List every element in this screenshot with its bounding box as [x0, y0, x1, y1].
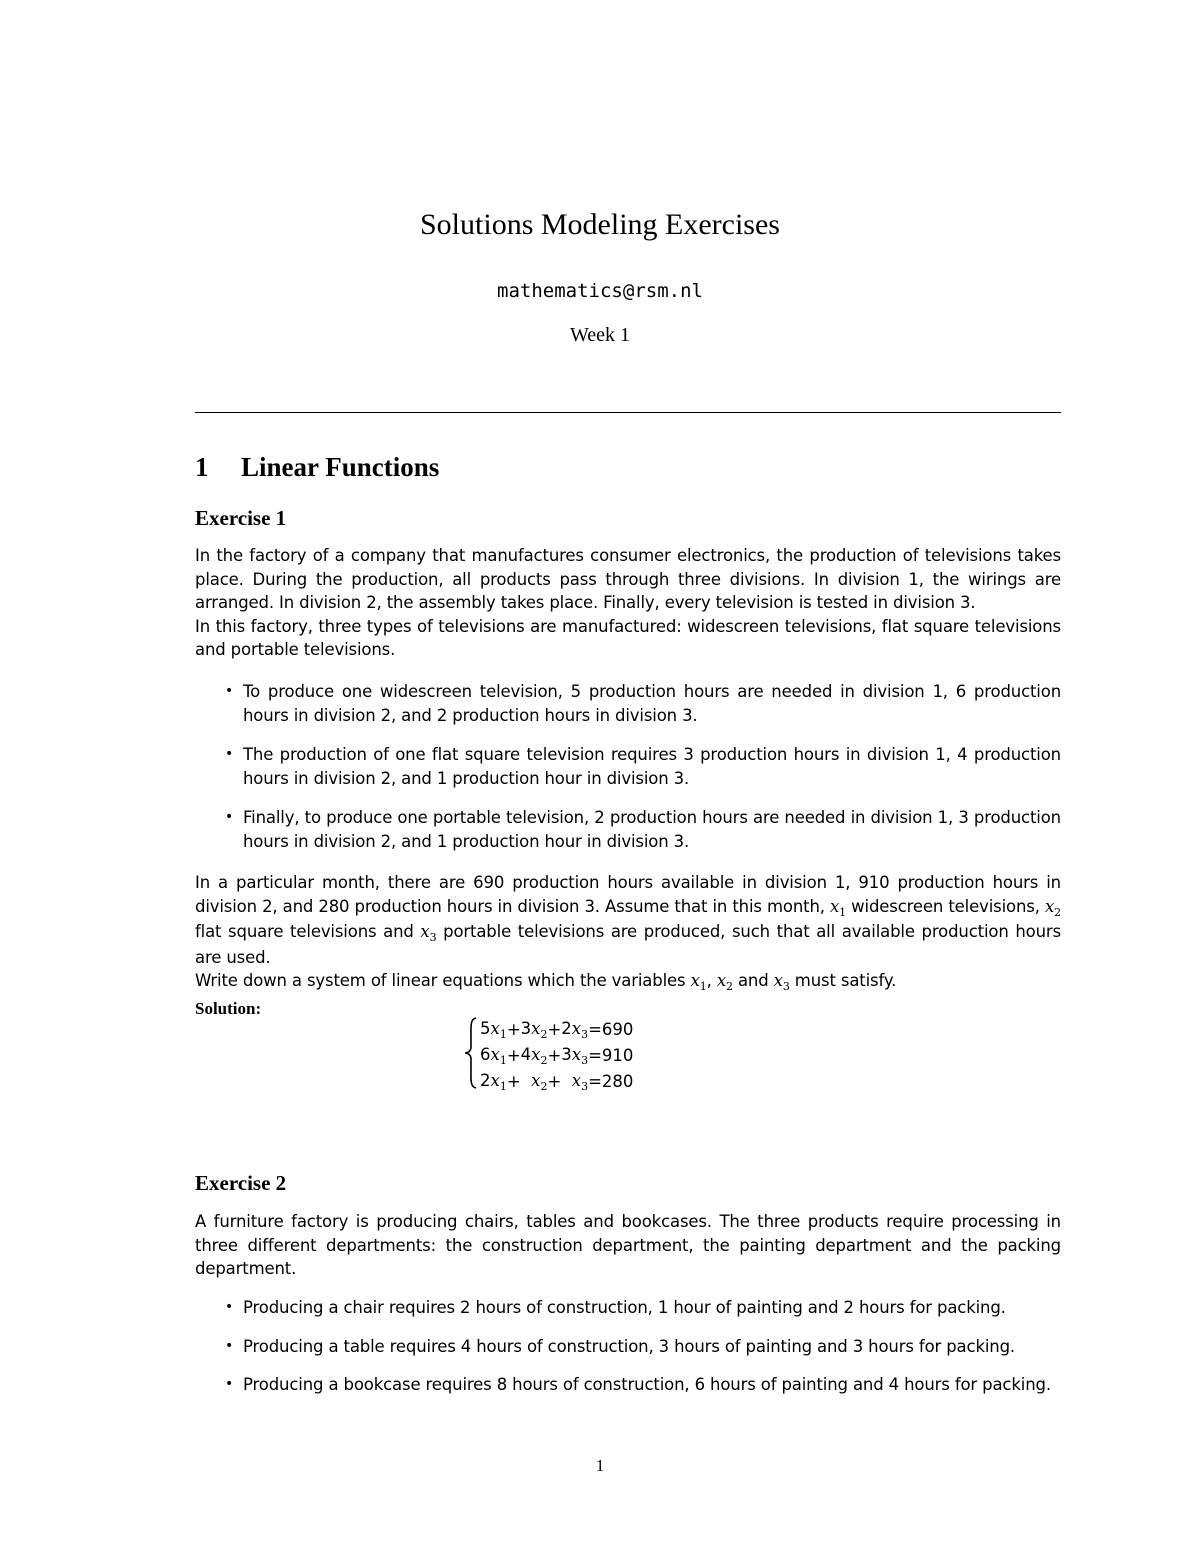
document-title: Solutions Modeling Exercises — [420, 208, 780, 241]
variable-x3: $x_3$ — [420, 922, 437, 944]
exercise-1-bullet-list — [195, 680, 1061, 853]
section-heading — [195, 452, 439, 483]
left-brace-icon — [464, 1017, 478, 1089]
exercise-1-question: Write down a system of linear equations which the variables $x_1$, $x_2$ and $x_3$ must satisfy. — [195, 971, 897, 993]
exercise-2-intro: A furniture factory is producing chairs, tables and bookcases. The three products require processing in three different departments: the construction department, the painting department and the packing department. — [195, 1212, 1061, 1278]
exercise-2-heading: Exercise 2 — [195, 1171, 287, 1195]
equation-row: $5x_1$ + $3x_2$ + $2x_3$ = 690 — [480, 1019, 634, 1041]
equation-row: $6x_1$ + $4x_2$ + $3x_3$ = 910 — [480, 1045, 634, 1067]
variable-x1: $x_1$ — [830, 896, 847, 919]
list-item: • Producing a bookcase requires 8 hours of construction, 6 hours of painting and 4 hours for packing. — [195, 1373, 1061, 1397]
exercise-1-intro-paragraph-2: In this factory, three types of televisions are manufactured: widescreen televisions, flat square televisions and portable televisions. — [195, 616, 1061, 659]
equation-table — [480, 1017, 633, 1095]
bullet-icon: • — [225, 1337, 234, 1354]
solution-label: Solution: — [195, 999, 262, 1018]
list-item: • Finally, to produce one portable television, 2 production hours are needed in division 1, 3 production hours in division 2, and 1 production hour in division 3. — [225, 808, 1061, 851]
document-week: Week 1 — [569, 324, 631, 346]
bullet-icon: • — [225, 1299, 234, 1315]
bullet-icon: • — [225, 1376, 234, 1392]
bullet-icon: • — [225, 809, 234, 825]
list-item: • To produce one widescreen television, 5 production hours are needed in division 1, 6 production hours in division 2, and 2 production hours in division 3. — [225, 682, 1061, 725]
section-title: Linear Functions — [241, 452, 440, 482]
page-number: 1 — [595, 1456, 605, 1475]
exercise-1-problem — [195, 871, 1061, 995]
bullet-icon: • — [225, 746, 234, 762]
variable-x2: $x_2$ — [1044, 896, 1061, 919]
exercise-1-month-paragraph: In a particular month, there are 690 production hours available in division 1, 910 production hours in division 2, and 280 production hours in division 3. Assume that in this month, $x_1$ widescreen televisions, $x_2$ flat square televisions and $x_3$ portable televisions are produced, such that all available production hours are used. — [195, 873, 1061, 967]
exercise-1-intro-paragraph-1: In the factory of a company that manufactures consumer electronics, the production of televisions takes place. During the production, all products pass through three divisions. In division 1, the wirings are arranged. In division 2, the assembly takes place. Finally, every television is tested in division 3. — [195, 546, 1061, 612]
list-item: • Producing a chair requires 2 hours of construction, 1 hour of painting and 2 hours for packing. — [195, 1296, 1061, 1320]
exercise-1-heading: Exercise 1 — [195, 506, 287, 530]
section-number: 1 — [195, 452, 209, 482]
author-email: mathematics@rsm.nl — [497, 280, 703, 302]
list-item: • Producing a table requires 4 hours of construction, 3 hours of painting and 3 hours for packing. — [195, 1335, 1061, 1359]
exercise-2-bullet-list — [195, 1296, 1061, 1397]
horizontal-rule — [195, 412, 1061, 413]
equation-row: $2x_1$ + $x_2$ + $x_3$ = 280 — [480, 1071, 634, 1093]
exercise-1-intro — [195, 544, 1061, 662]
bullet-icon: • — [225, 683, 234, 699]
list-item: • The production of one flat square television requires 3 production hours in division 1, 4 production hours in division 2, and 1 production hour in division 3. — [225, 745, 1061, 788]
